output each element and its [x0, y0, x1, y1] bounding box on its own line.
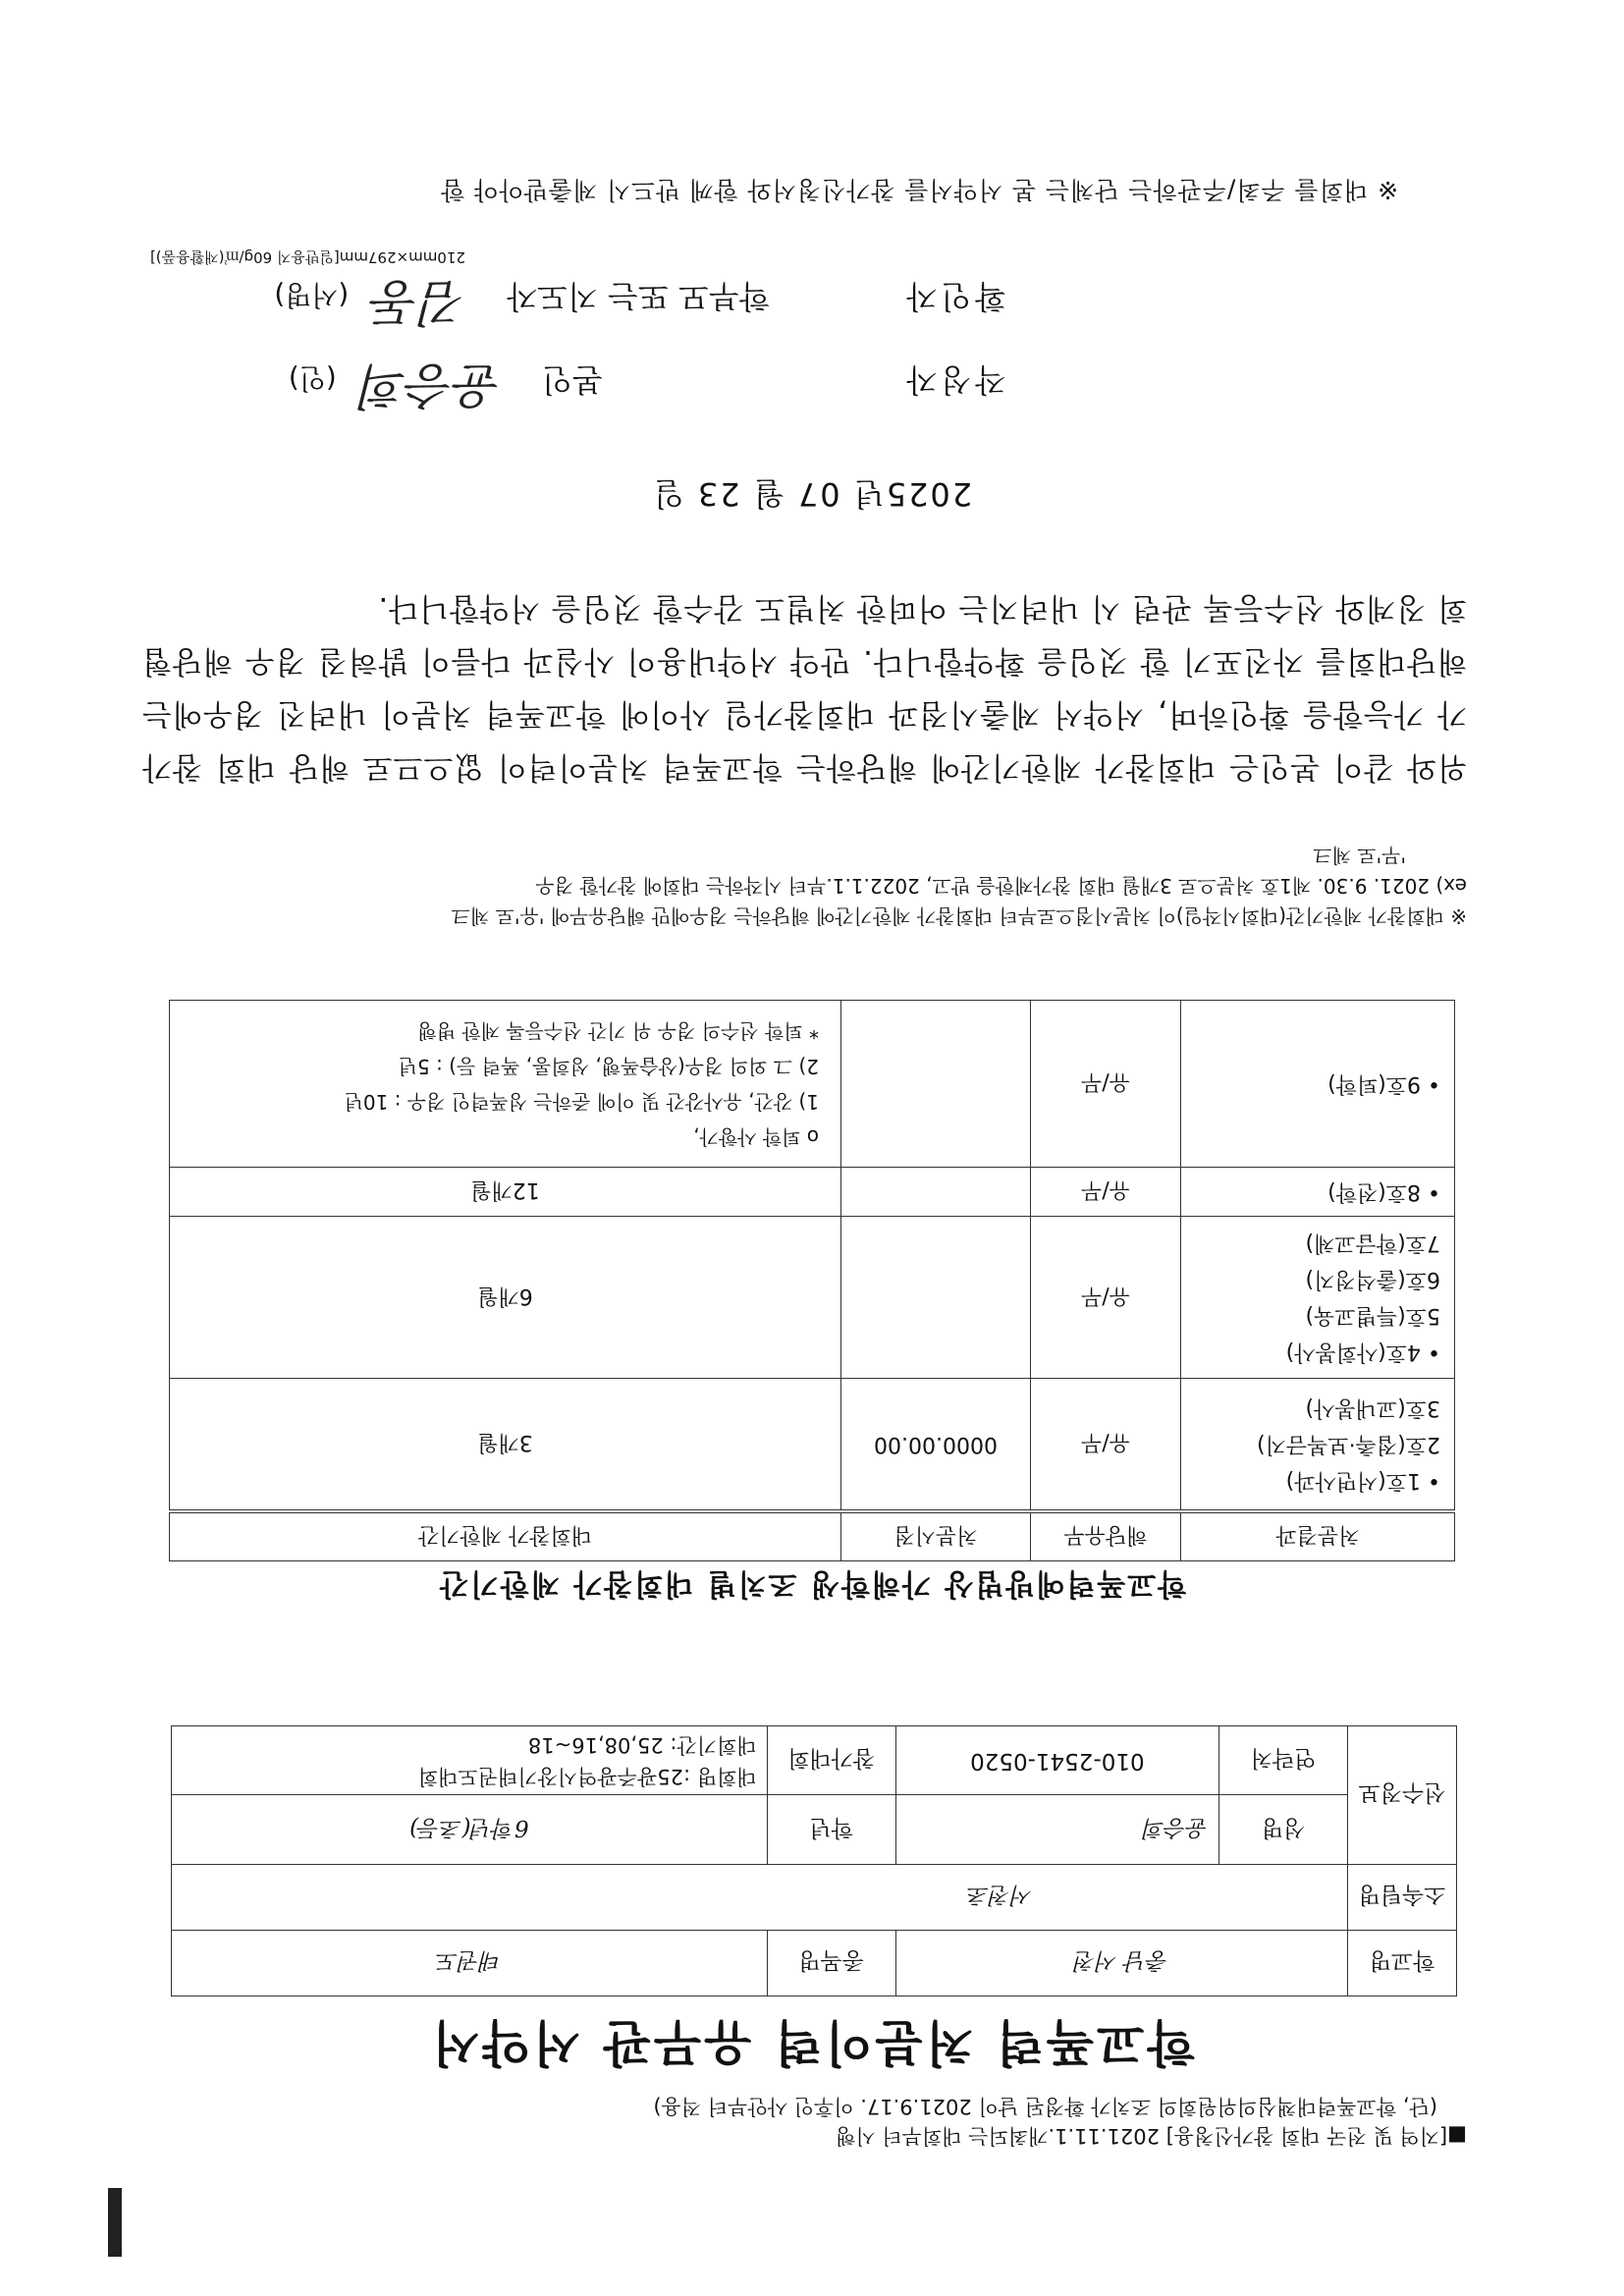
period-cell: 3개월 — [170, 1379, 841, 1511]
confirmer-signature-row — [274, 271, 1005, 342]
confirmer-prefix: 학부모 또는 지도자 — [507, 278, 770, 315]
bottom-notice: ※ 대회를 주최/주관하는 단체는 본 서약서를 참가신청서와 함께 반드시 제출받아야 함 — [440, 176, 1398, 204]
note-line: '무'로 체크 — [1313, 844, 1406, 867]
top-notice — [151, 2092, 1467, 2151]
confirmer-sign-mark: (서명) — [274, 279, 350, 311]
team-label: 소속팀명 — [1348, 1865, 1457, 1931]
category-item: • 8호(전학) — [1327, 1179, 1440, 1205]
author-seal: (인) — [288, 362, 337, 395]
restriction-note — [132, 840, 1467, 931]
event-label: 종목명 — [767, 1931, 895, 1996]
category-item: • 4호(사회봉사) — [1285, 1339, 1440, 1365]
pledge-date: 2025년 07 월 23 일 — [651, 475, 973, 513]
author-signature: 윤승희 — [359, 357, 503, 414]
header-period: 대회참가 제한기간 — [170, 1511, 841, 1561]
team-value: 서천초 — [172, 1865, 1348, 1931]
competition-value — [172, 1726, 768, 1796]
category-item: • 1호(서면사과) — [1285, 1468, 1440, 1494]
table-row — [170, 1379, 1455, 1511]
category-item: 7호(학급교체) — [1305, 1230, 1440, 1256]
competition-period: 대회기간: 25,08,16~18 — [527, 1732, 757, 1757]
table-row — [170, 1168, 1455, 1217]
grade-label: 학년 — [767, 1795, 895, 1865]
name-value: 윤승희 — [895, 1795, 1218, 1865]
period-cell — [170, 1001, 841, 1168]
header-category: 처분결과 — [1181, 1511, 1455, 1561]
applicant-info-table — [171, 1725, 1457, 1996]
date-cell — [841, 1168, 1031, 1217]
period-cell: 6개월 — [170, 1217, 841, 1379]
restriction-subtitle: 학교폭력예방법상 가해학생 조치별 대회참가 제한기간 — [437, 1566, 1187, 1601]
table-row — [170, 1217, 1455, 1379]
category-cell — [1181, 1168, 1455, 1217]
period-line: * 퇴학 선수의 경우 위 기간 선수등록 제한 병행 — [417, 1019, 819, 1043]
period-line: 1) 강간, 유사강간 및 이에 준하는 성폭력인 경우 : 10년 — [344, 1090, 819, 1114]
contact-value: 010-2541-0520 — [895, 1726, 1218, 1796]
table-row — [170, 1001, 1455, 1168]
category-item: 5호(특별교육) — [1305, 1303, 1440, 1329]
confirmer-signature: 김동 — [372, 274, 468, 331]
scan-mark — [108, 2188, 122, 2257]
header-date: 처분시점 — [841, 1511, 1031, 1561]
applies-cell: 유/무 — [1031, 1379, 1181, 1511]
author-signature-row — [289, 355, 1005, 425]
competition-name: 대회명 :25광주광역시장기태권도대회 — [417, 1764, 757, 1788]
paper-spec: 210mm×297mm[일반용지 60g/㎡(재활용품)] — [149, 248, 465, 266]
player-info-label: 선수정보 — [1348, 1726, 1457, 1865]
category-item: • 9호(퇴학) — [1327, 1071, 1440, 1097]
period-line: o 퇴학 사항가, — [693, 1125, 819, 1149]
author-prefix: 본인 — [542, 361, 603, 399]
confirmer-role: 확인자 — [902, 278, 1005, 315]
restriction-period-table — [169, 1001, 1455, 1562]
competition-label: 참가대회 — [767, 1726, 895, 1796]
applies-cell: 유/무 — [1031, 1217, 1181, 1379]
note-line: ※ 대회참가 제한기간(대회시작일)이 처분시점으로부터 대회참가 제한기간에 해당하는 경우에만 해당유무에 '유'로 체크 — [451, 904, 1467, 928]
school-value: 충남 서천 — [895, 1931, 1347, 1996]
period-cell: 12개월 — [170, 1168, 841, 1217]
header-applies: 해당유무 — [1031, 1511, 1181, 1561]
category-item: 3호(교내봉사) — [1305, 1395, 1440, 1421]
category-item: 6호(출석정지) — [1305, 1267, 1440, 1292]
name-label: 성명 — [1219, 1795, 1348, 1865]
pledge-text: 위와 같이 본인은 대회참가 제한기간에 해당하는 학교폭력 처분이력이 없으므로 해당 대회 참가가 가능함을 확인하며, 서약서 제출시점과 대회참가일 사이에 학교폭력 처분이 내려진 경우에는 해당대회를 자진포기 할 것임을 확약합니다. 만약 서약내용이 사실과 다름이 밝혀질 경우 해당협회 징계와 선수등록 관련 시 내려지는 어떠한 처벌도 감수할 것임을 서약합니다. — [141, 590, 1467, 785]
applies-cell: 유/무 — [1031, 1168, 1181, 1217]
applies-cell: 유/무 — [1031, 1001, 1181, 1168]
school-label: 학교명 — [1348, 1931, 1457, 1996]
event-value: 태권도 — [172, 1931, 768, 1996]
category-cell — [1181, 1217, 1455, 1379]
date-cell — [841, 1217, 1031, 1379]
period-line: 2) 그 외의 경우(상습폭행, 성희롱, 폭력 등) : 5년 — [398, 1055, 819, 1078]
contact-label: 연락처 — [1219, 1726, 1348, 1796]
category-cell — [1181, 1379, 1455, 1511]
page-title: 학교폭력 처분이력 유무관 서약서 — [429, 2014, 1195, 2071]
date-cell: 0000.00.00 — [841, 1379, 1031, 1511]
top-notice-line1: ■[지역 및 전국 대회 참가신청용] 2021.11.1.개최되는 대회부터 시행 — [836, 2124, 1467, 2148]
category-item: 2호(접촉·보복금지) — [1257, 1432, 1440, 1457]
date-cell — [841, 1001, 1031, 1168]
top-notice-line2: (단, 학교폭력대책심의위원회의 조치가 확정된 날이 2021.9.17. 이후인 사안부터 적용) — [653, 2095, 1437, 2118]
category-cell — [1181, 1001, 1455, 1168]
author-role: 작성자 — [902, 361, 1005, 399]
grade-value: 6학년(초등) — [172, 1795, 768, 1865]
note-line: ex) 2021. 9.30. 제1호 처분으로 3개월 대회 참가제한을 받고, 2022.1.1.부터 시작하는 대회에 참가할 경우 — [535, 874, 1467, 898]
